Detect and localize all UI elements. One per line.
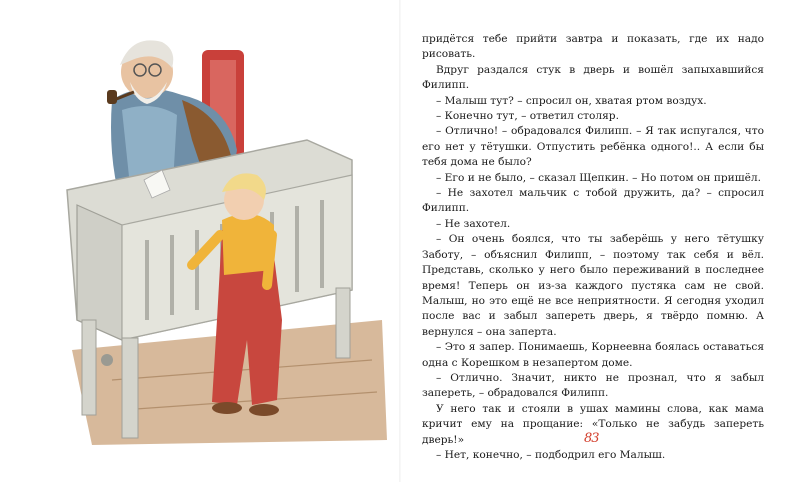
paragraph: – Его и не было, – сказал Щепкин. – Но потом он пришёл. xyxy=(436,171,761,184)
paragraph: – Он очень боялся, что ты заберёшь у него тётушку Заботу, – объяснил Филипп, – поэтому так себя и вёл. Представь, сколько у него было переживаний в последнее время! Теперь он из-за каждого пустяка сам не свой. Малыш, но это ещё не все неприятности. Я сегодня уходил после вас и забыл запереть дверь, я твёрдо помню. А вернулся – она заперта. xyxy=(422,233,764,338)
paragraph: – Не захотел мальчик с тобой дружить, да? – спросил Филипп. xyxy=(422,187,764,215)
paragraph: – Не захотел. xyxy=(436,217,511,230)
paragraph: – Малыш тут? – спросил он, хватая ртом воздух. xyxy=(436,94,707,107)
paragraph: – Нет, конечно, – подбодрил его Малыш. xyxy=(436,448,666,461)
illustration-image xyxy=(52,20,392,450)
text-column xyxy=(422,32,764,463)
paragraph: придётся тебе прийти завтра и показать, где их надо рисовать. xyxy=(422,33,764,61)
paragraph: – Отлично. Значит, никто не прознал, что я забыл запереть, – обрадовался Филипп. xyxy=(422,371,764,400)
paragraph: – Это я запер. Понимаешь, Корнеевна боялась оставаться одна с Корешком в незапертом доме. xyxy=(422,341,764,369)
paragraph: – Конечно тут, – ответил столяр. xyxy=(436,110,619,123)
paragraph: У него так и стояли в ушах мамины слова, как мама кричит ему на прощание: «Только не забудь запереть дверь!» xyxy=(422,402,764,446)
page-number: 83 xyxy=(584,431,599,446)
paragraph: Вдруг раздался стук в дверь и вошёл запыхавшийся Филипп. xyxy=(422,63,764,92)
paragraph: – Отлично! – обрадовался Филипп. – Я так испугался, что его нет у тётушки. Отпустить ребёнка одного!.. А если бы тебя дома не было? xyxy=(422,125,764,169)
page-gutter xyxy=(399,0,401,482)
